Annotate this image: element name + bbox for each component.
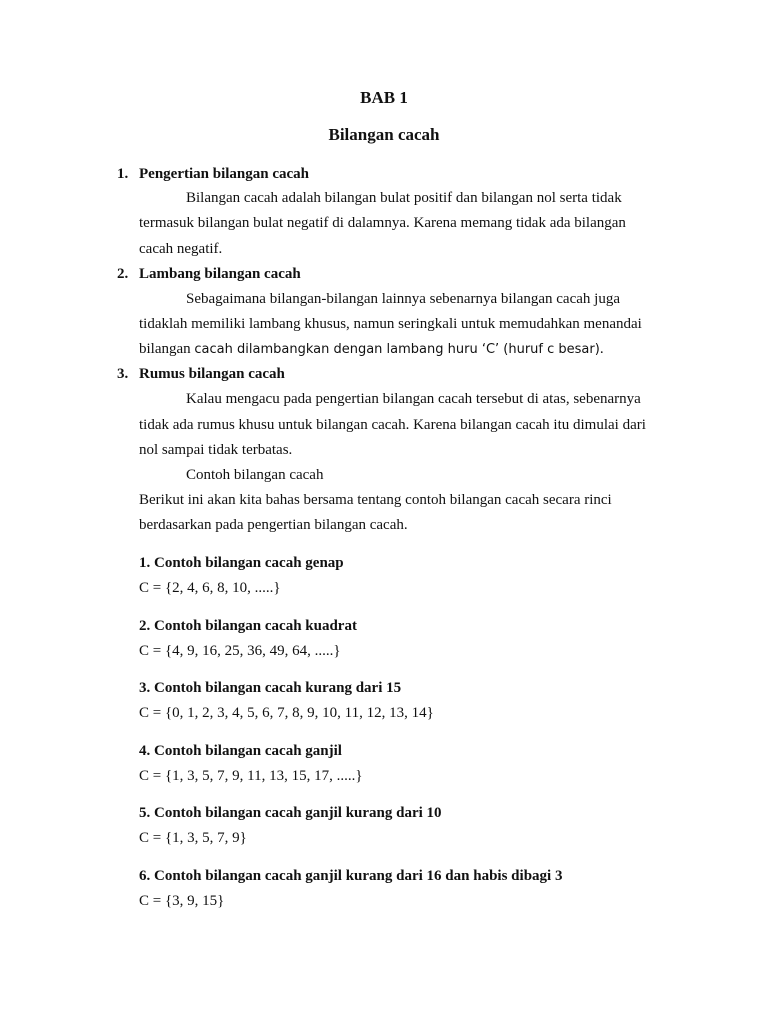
- example-5-set: C = {1, 3, 5, 7, 9}: [139, 830, 247, 846]
- section-2-line-3-part2: cacah dilambangkan dengan lambang huru ‘C’ (huruf c besar): [194, 342, 600, 357]
- example-5-title: 5. Contoh bilangan cacah ganjil kurang dari 10: [139, 805, 442, 821]
- examples-intro-line-2: berdasarkan pada pengertian bilangan cacah.: [139, 517, 408, 533]
- examples-subheading: Contoh bilangan cacah: [186, 467, 324, 483]
- section-3-line-1: Kalau mengacu pada pengertian bilangan cacah tersebut di atas, sebenarnya: [186, 391, 641, 407]
- section-1-number: 1.: [117, 166, 129, 182]
- section-2-line-2: tidaklah memiliki lambang khusus, namun seringkali untuk memudahkan menandai: [139, 316, 642, 332]
- section-3-line-3: nol sampai tidak terbatas.: [139, 442, 293, 458]
- section-2-line-3: [139, 340, 604, 359]
- examples-intro-line-1: Berikut ini akan kita bahas bersama tentang contoh bilangan cacah secara rinci: [139, 492, 612, 508]
- example-2-title: 2. Contoh bilangan cacah kuadrat: [139, 618, 357, 634]
- example-1-title: 1. Contoh bilangan cacah genap: [139, 555, 344, 571]
- section-3-heading: Rumus bilangan cacah: [139, 366, 285, 382]
- chapter-label: BAB 1: [360, 88, 408, 107]
- section-2-line-3-part3: .: [599, 341, 604, 357]
- example-4-title: 4. Contoh bilangan cacah ganjil: [139, 743, 342, 759]
- example-6-title: 6. Contoh bilangan cacah ganjil kurang dari 16 dan habis dibagi 3: [139, 868, 563, 884]
- example-2-set: C = {4, 9, 16, 25, 36, 49, 64, .....}: [139, 643, 341, 659]
- section-2-number: 2.: [117, 266, 129, 282]
- example-3-set: C = {0, 1, 2, 3, 4, 5, 6, 7, 8, 9, 10, 11, 12, 13, 14}: [139, 705, 434, 721]
- section-1-line-2: termasuk bilangan bulat negatif di dalamnya. Karena memang tidak ada bilangan: [139, 215, 626, 231]
- section-1-line-3: cacah negatif.: [139, 241, 223, 257]
- chapter-title: Bilangan cacah: [328, 125, 440, 144]
- section-2-line-3-part1: bilangan: [139, 341, 195, 357]
- section-2-heading: Lambang bilangan cacah: [139, 266, 301, 282]
- example-6-set: C = {3, 9, 15}: [139, 893, 225, 909]
- section-1-line-1: Bilangan cacah adalah bilangan bulat positif dan bilangan nol serta tidak: [186, 190, 622, 206]
- example-4-set: C = {1, 3, 5, 7, 9, 11, 13, 15, 17, .....}: [139, 768, 363, 784]
- section-3-number: 3.: [117, 366, 129, 382]
- example-1-set: C = {2, 4, 6, 8, 10, .....}: [139, 580, 281, 596]
- section-3-line-2: tidak ada rumus khusu untuk bilangan cacah. Karena bilangan cacah itu dimulai dari: [139, 417, 646, 433]
- example-3-title: 3. Contoh bilangan cacah kurang dari 15: [139, 680, 402, 696]
- section-1-heading: Pengertian bilangan cacah: [139, 166, 310, 182]
- section-2-line-1: Sebagaimana bilangan-bilangan lainnya sebenarnya bilangan cacah juga: [186, 291, 620, 307]
